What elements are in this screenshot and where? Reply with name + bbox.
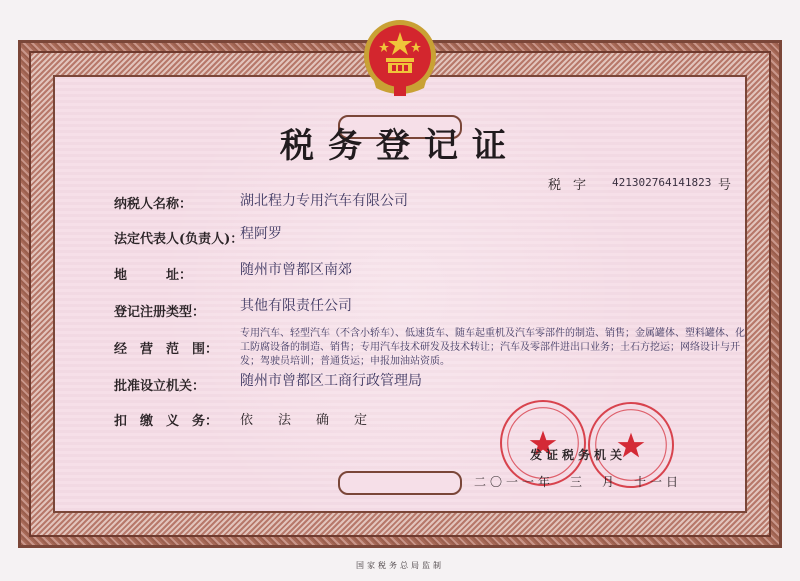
taxpayer-name-label: 纳税人名称： xyxy=(114,197,193,212)
issue-date: 二〇一一年 三 月 十一日 xyxy=(474,475,683,489)
withholding-obligation-value: 依 法 确 定 xyxy=(240,413,374,428)
tax-number-value: 421302764141823 xyxy=(612,176,712,189)
legal-representative-label: 法定代表人(负责人)： xyxy=(114,232,244,247)
supervision-footer: 国家税务总局监制 xyxy=(356,561,444,570)
approval-authority-label: 批准设立机关： xyxy=(114,379,206,394)
bottom-ornament xyxy=(338,471,462,495)
business-scope-label: 经 营 范 围： xyxy=(114,342,219,357)
registration-type-label: 登记注册类型： xyxy=(114,305,206,320)
tax-number-suffix: 号 xyxy=(718,178,732,193)
issuing-authority: 发证税务机关 xyxy=(530,448,627,462)
certificate-title: 税务登记证 xyxy=(280,126,520,166)
withholding-obligation-label: 扣 缴 义 务： xyxy=(114,414,219,429)
address-label: 地 址： xyxy=(114,268,193,283)
taxpayer-name-value: 湖北程力专用汽车有限公司 xyxy=(240,193,408,209)
approval-authority-value: 随州市曾都区工商行政管理局 xyxy=(240,373,422,389)
national-emblem-icon xyxy=(358,16,442,100)
legal-representative-value: 程阿罗 xyxy=(240,226,282,242)
business-scope-value: 专用汽车、轻型汽车（不含小轿车）、低速货车、随车起重机及汽车零部件的制造、销售；金属罐体、塑料罐体、化工防腐设备的制造、销售；专用汽车技术研发及技术转让；汽车及零部件进出口业务；土石方挖运；网络设计与开发；驾驶员培训；普通货运；申报加油站资质。 xyxy=(240,328,745,367)
tax-number-label: 税字 xyxy=(548,178,599,193)
address-value: 随州市曾都区南郊 xyxy=(240,262,352,278)
registration-type-value: 其他有限责任公司 xyxy=(240,298,352,314)
